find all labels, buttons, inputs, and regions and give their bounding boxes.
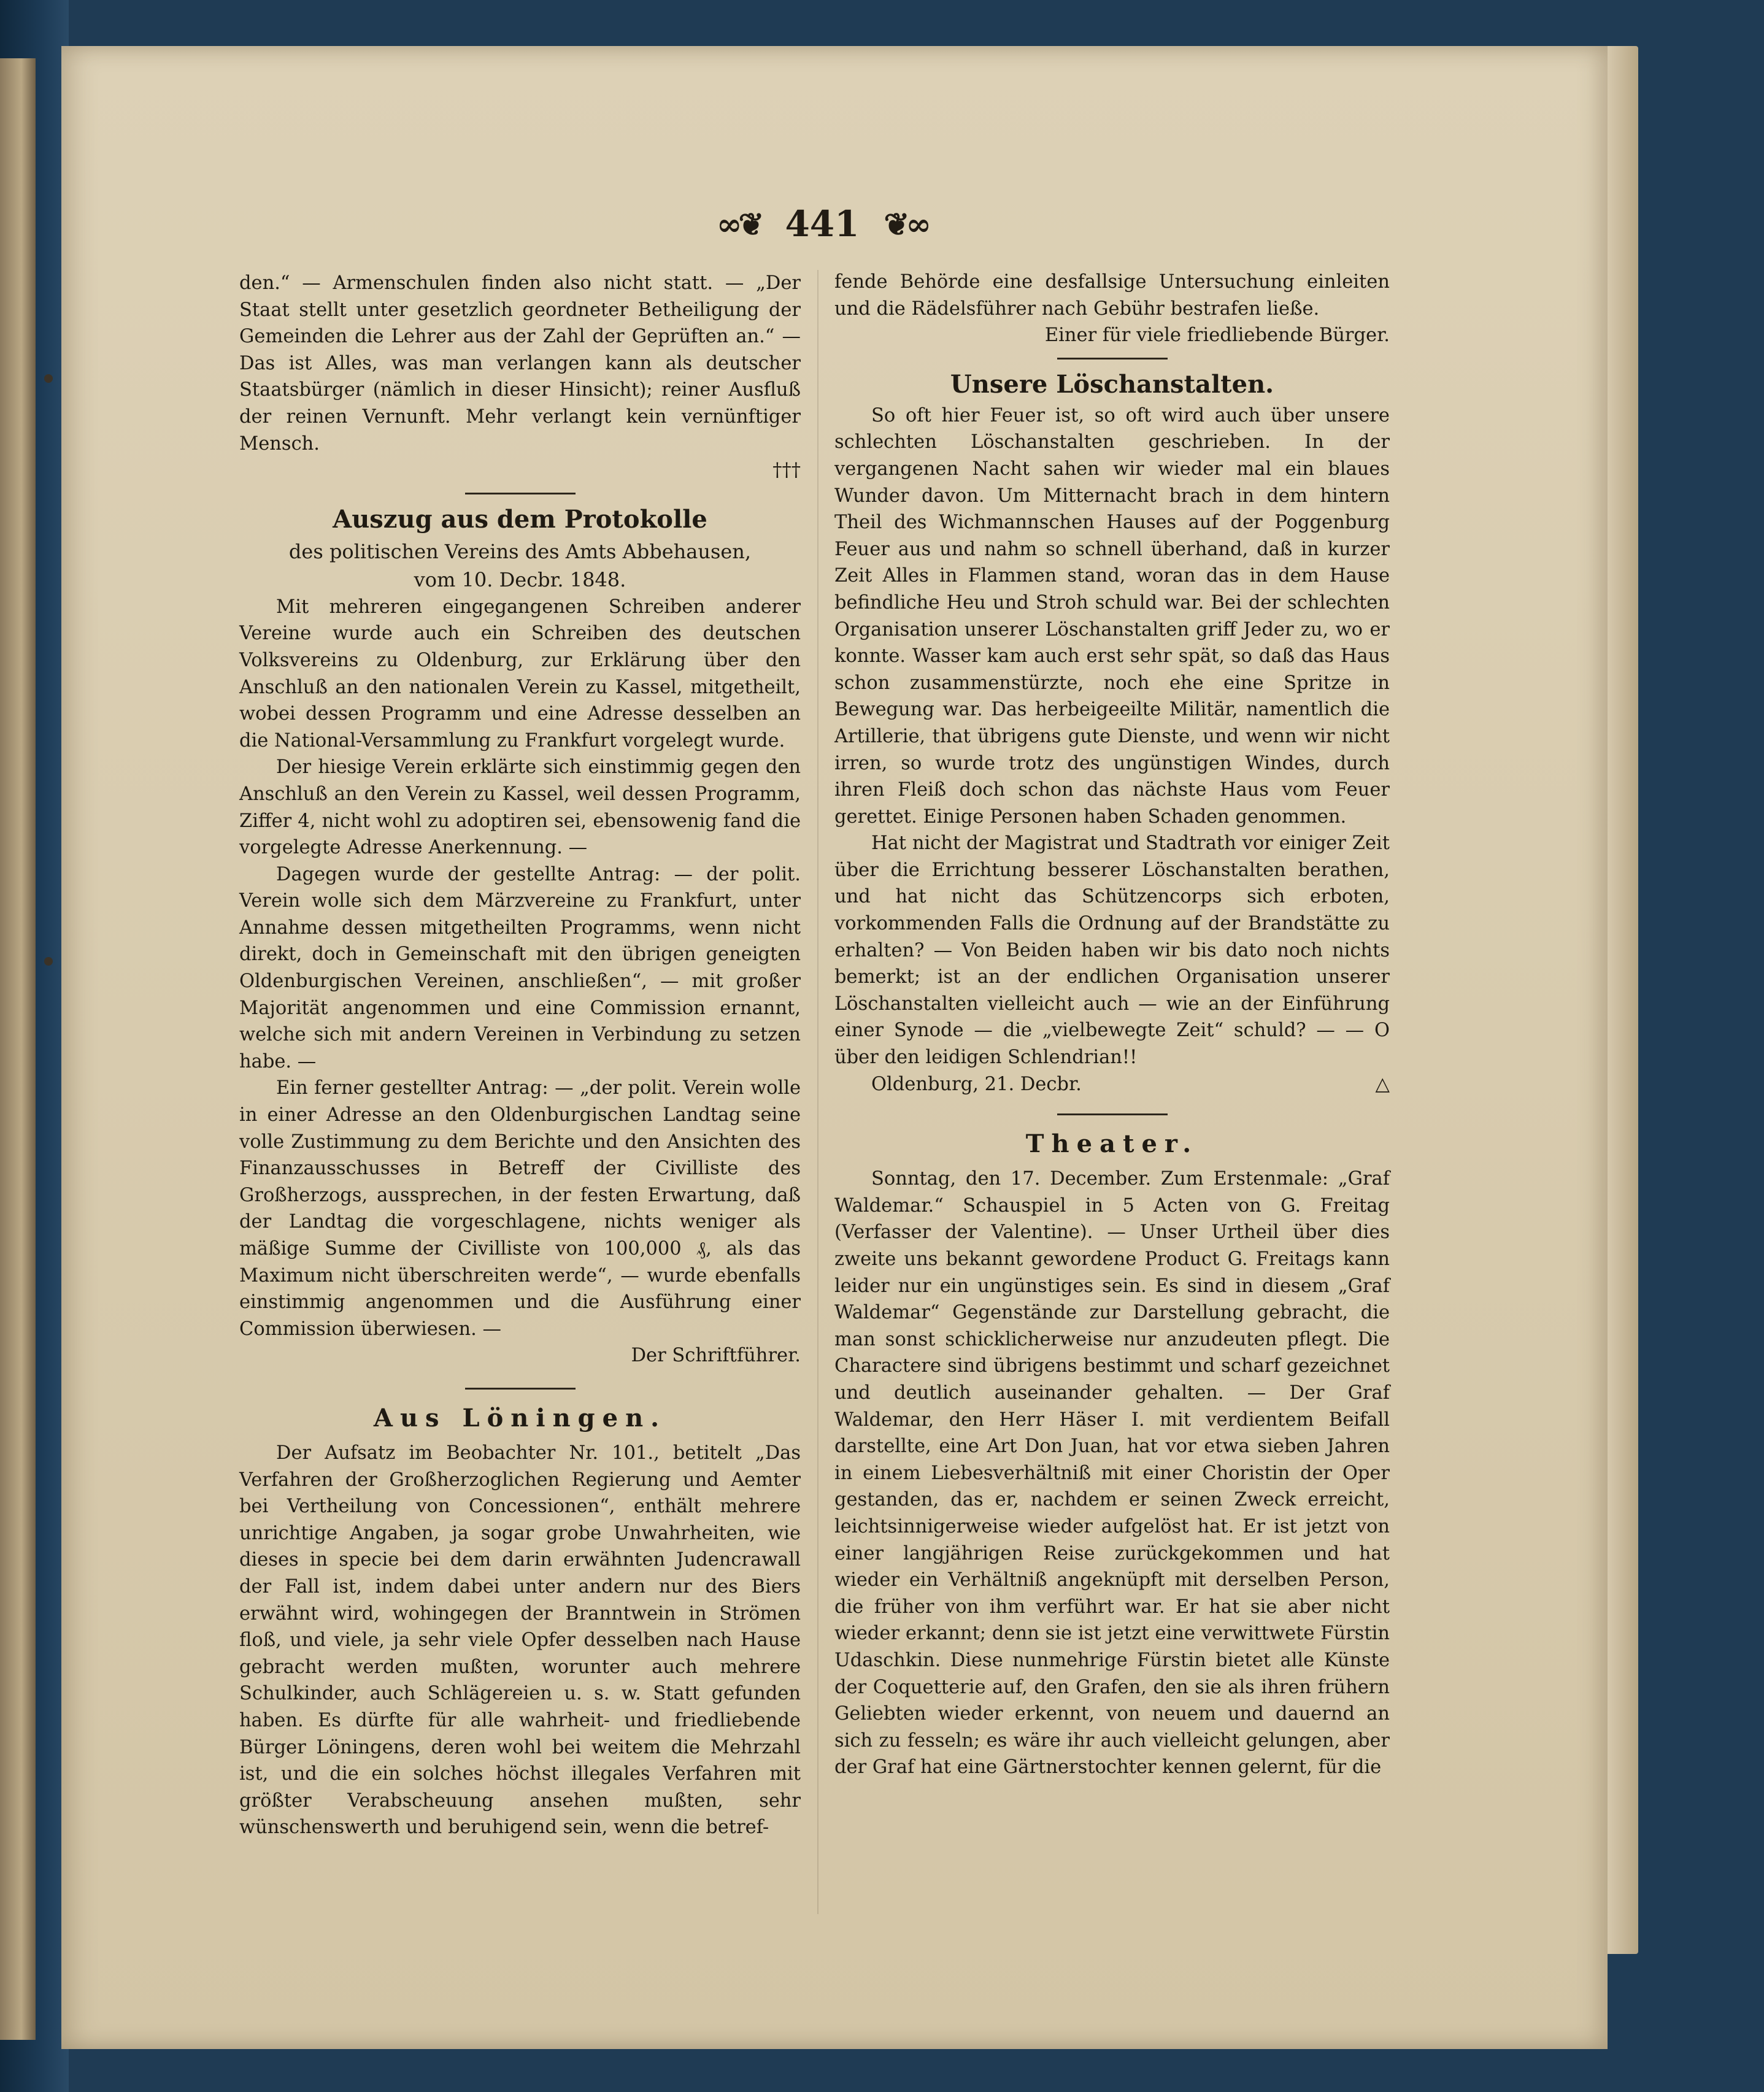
triangle-icon: △ (1375, 1073, 1390, 1095)
binding-hole (44, 957, 53, 966)
binding-hole (44, 374, 53, 383)
separator-rule (1057, 358, 1168, 360)
signature: Der Schriftführer. (631, 1345, 801, 1367)
paragraph: Hat nicht der Magistrat und Stadtrath vor einiger Zeit über die Errichtung besserer Löschanstalten berathen, und hat nicht das Schützencorps sich erboten, vorkommenden Falls die Ordnung auf der Brandstätte zu erhalten? — Von Beiden haben wir bis dato noch nichts bemerkt; ist an der endlichen Organisation unserer Löschanstalten vielleicht auch — wie an der Einführung einer Synode — die „vielbewegte Zeit“ schuld? — — O über den leidigen Schlendrian!! (834, 833, 1390, 1069)
article-heading: Auszug aus dem Protokolle (333, 504, 707, 534)
paragraph: Sonntag, den 17. December. Zum Erstenmale: „Graf Waldemar.“ Schauspiel in 5 Acten von G. Freitag (Verfasser der Valentine). — Unser Urtheil über dies zweite uns bekannt gewordene Product G. Freitags kann leider nur ein ungünstiges sein. Es sind in diesem „Graf Waldemar“ Gegenstände zur Darstellung gebracht, die man sonst schicklicherweise nur anzudeuten pflegt. Die Charactere sind übrigens bestimmt und scharf gezeichnet und deutlich auseinander gehalten. — Der Graf Waldemar, den Herr Häser I. mit verdientem Beifall darstellte, eine Art Don Juan, hat vor etwa sieben Jahren in einem Liebesverhältniß mit einer Choristin der Oper gestanden, das er, nachdem er seinen Zweck erreicht, leichtsinnigerweise wieder aufgelöst hat. Er ist jetzt von einer langjährigen Reise zurückgekommen und hat wieder ein Verhältniß angeknüpft mit derselben Person, die früher von ihm verführt war. Er hat sie aber nicht wieder erkannt; denn sie ist jetzt eine verwittwete Fürstin Udaschkin. Diese nunmehrige Fürstin bietet alle Künste der Coquetterie auf, den Grafen, den sie als ihren frühern Geliebten wieder erkennt, von neuem und dauernd an sich zu fesseln; es wäre ihr auch vielleicht gelungen, aber der Graf hat eine Gärtnerstochter kennen gelernt, für die (834, 1168, 1390, 1779)
paragraph: Der hiesige Verein erklärte sich einstimmig gegen den Anschluß an den Verein zu Kassel, weil dessen Programm, Ziffer 4, nicht wohl zu adoptiren sei, ebensowenig fand die vorgelegte Adresse Anerkennung. — (239, 756, 801, 859)
page-header (669, 199, 976, 248)
paragraph: Der Aufsatz im Beobachter Nr. 101., betitelt „Das Verfahren der Großherzoglichen Regierung und Aemter bei Vertheilung von Concessionen“, enthält mehrere unrichtige Angaben, ja sogar grobe Unwahrheiten, wie dieses in specie bei dem darin erwähnten Judencrawall der Fall ist, indem dabei unter andern nur des Biers erwähnt wird, wohingegen der Branntwein in Strömen floß, und viele, ja sehr viele Opfer desselben nach Hause gebracht werden mußten, worunter auch mehrere Schulkinder, auch Schlägereien u. s. w. Statt gefunden haben. Es dürfte für alle wahrheit- und friedliebende Bürger Löningens, deren wohl bei weitem die Mehrzahl ist, und die ein solches höchst illegales Verfahren mit größter Verabscheuung ansehen mußten, sehr wünschenswerth und beruhigend sein, wenn die betref- (239, 1442, 801, 1839)
ornament-left-icon: ∞❦ (716, 206, 761, 242)
left-column (239, 270, 801, 1841)
article-heading: Theater. (1025, 1129, 1199, 1159)
dateline (834, 1071, 1390, 1098)
separator-rule (1057, 1113, 1168, 1115)
paragraph: Ein ferner gestellter Antrag: — „der polit. Verein wolle in einer Adresse an den Oldenburgischen Landtag seine volle Zustimmung zu dem Berichte und den Ansichten des Finanzausschusses in Betreff der Civilliste des Großherzogs, aussprechen, in der festen Erwartung, daß der Landtag die vorgeschlagene, nichts weniger als mäßige Summe der Civilliste von 100,000 ₰, als das Maximum nicht überschreiten werde“, — wurde ebenfalls einstimmig angenommen und die Ausführung einer Commission überwiesen. — (239, 1077, 801, 1340)
left-page-edge (0, 58, 36, 2040)
right-column (834, 269, 1390, 1781)
separator-rule (465, 1388, 576, 1390)
paragraph: fende Behörde eine desfallsige Untersuchung einleiten und die Rädelsführer nach Gebühr bestrafen ließe. (834, 271, 1390, 320)
article-date: vom 10. Decbr. 1848. (414, 567, 626, 591)
signature: Einer für viele friedliebende Bürger. (1044, 325, 1390, 347)
article-subheading: des politischen Vereins des Amts Abbehausen, (288, 539, 752, 563)
paragraph: Dagegen wurde der gestellte Antrag: — der polit. Verein wolle sich dem Märzvereine zu Frankfurt, unter Annahme dessen mitgetheilten Programms, wenn nicht direkt, doch in Gemeinschaft mit den übrigen geneigten Oldenburgischen Vereinen, anschließen“, — mit großer Majorität angenommen und eine Commission ernannt, welche sich mit andern Vereinen in Verbindung zu setzen habe. — (239, 863, 801, 1072)
column-divider (817, 270, 818, 1914)
paragraph: den.“ — Armenschulen finden also nicht statt. — „Der Staat stellt unter gesetzlich geordneter Betheiligung der Gemeinden die Lehrer aus der Zahl der Geprüften an.“ — Das ist Alles, was man verlangen kann als deutscher Staatsbürger (nämlich in dieser Hinsicht); reiner Ausfluß der reinen Vernunft. Mehr verlangt kein vernünftiger Mensch. (239, 272, 801, 455)
page-number: 441 (785, 203, 860, 245)
signature: ††† (772, 460, 801, 482)
article-heading: Unsere Löschanstalten. (950, 369, 1274, 399)
paragraph: So oft hier Feuer ist, so oft wird auch über unsere schlechten Löschanstalten geschrieben. In der vergangenen Nacht sahen wir wieder mal ein blaues Wunder davon. Um Mitternacht brach in dem hintern Theil des Wichmannschen Hauses auf der Poggenburg Feuer aus und nahm so schnell überhand, daß in kurzer Zeit Alles in Flammen stand, woran das in dem Hause befindliche Heu und Stroh schuld war. Bei der schlechten Organisation unserer Löschanstalten griff Jeder zu, wo er konnte. Wasser kam auch erst sehr spät, so daß das Haus schon zusammenstürzte, noch ehe eine Spritze in Bewegung war. Das herbeigeeilte Militär, namentlich die Artillerie, that übrigens gute Dienste, und wenn wir nicht irren, so wurde trotz des ungünstigen Windes, durch ihren Fleiß doch schon das nächste Haus vom Feuer gerettet. Einige Personen haben Schaden genommen. (834, 404, 1390, 828)
ornament-right-icon: ❦∞ (884, 206, 928, 242)
separator-rule (465, 493, 576, 494)
article-heading: Aus Löningen. (373, 1403, 667, 1432)
signature: Oldenburg, 21. Decbr. (871, 1073, 1082, 1095)
paragraph: Mit mehreren eingegangenen Schreiben anderer Vereine wurde auch ein Schreiben des deutschen Volksvereins zu Oldenburg, zur Erklärung über den Anschluß an den nationalen Verein zu Kassel, mitgetheilt, wobei dessen Programm und eine Adresse desselben an die National-Versammlung zu Frankfurt vorgelegt wurde. (239, 596, 801, 752)
